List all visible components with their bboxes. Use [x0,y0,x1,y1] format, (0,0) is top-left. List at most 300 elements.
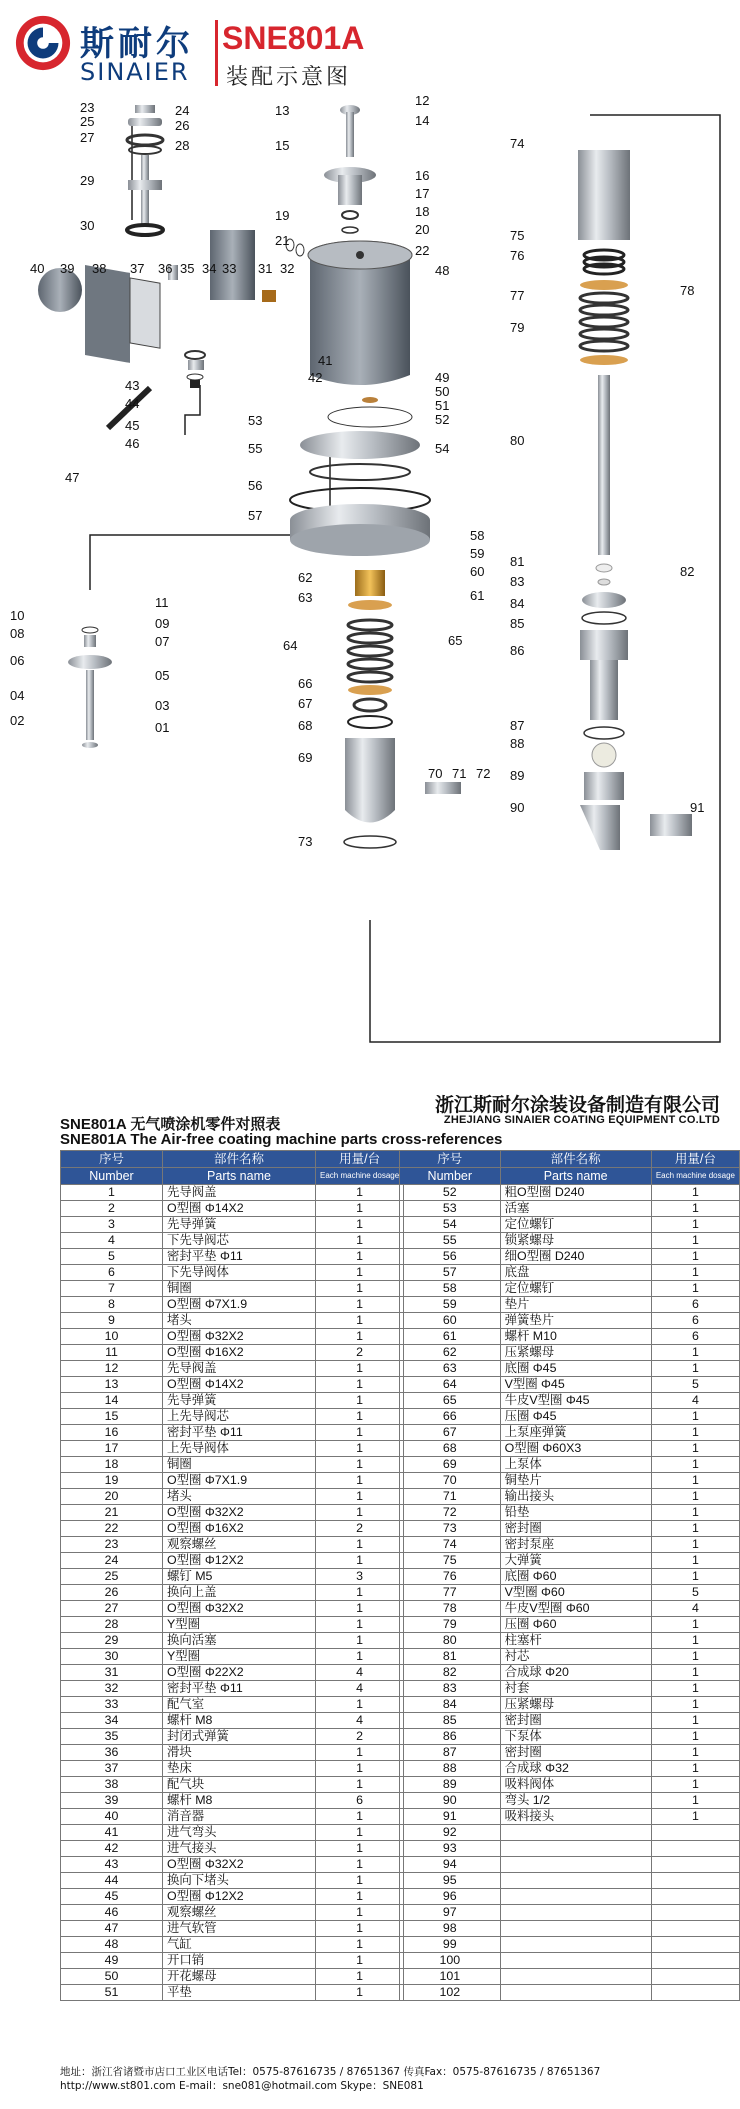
label-13: 13 [275,103,290,118]
label-62: 62 [298,570,313,585]
part-dosage: 1 [316,1601,404,1617]
part-number: 74 [400,1537,501,1553]
part-name: 密封泵座 [500,1537,651,1553]
label-87: 87 [510,718,525,733]
table-row [400,1697,740,1713]
label-29: 29 [80,173,95,188]
part-dosage: 1 [316,1745,404,1761]
table-row [61,1729,404,1745]
label-27: 27 [80,130,95,145]
table-row [400,1313,740,1329]
label-73: 73 [298,834,313,849]
table-title-en: SNE801A The Air-free coating machine parts cross-references [60,1131,503,1148]
part-dosage: 1 [316,1377,404,1393]
part-number: 98 [400,1921,501,1937]
table-row [61,1265,404,1281]
part-name: 定位螺钉 [500,1281,651,1297]
brand-name-en: SINAIER [80,58,190,86]
part-number: 20 [61,1489,163,1505]
table-row [61,1457,404,1473]
part-dosage [651,1889,739,1905]
part-number: 30 [61,1649,163,1665]
table-row [61,1249,404,1265]
part-dosage: 1 [651,1777,739,1793]
part-dosage: 1 [651,1729,739,1745]
part-dosage: 1 [651,1281,739,1297]
label-70: 70 [428,766,443,781]
part-number: 61 [400,1329,501,1345]
table-row [400,1633,740,1649]
label-02: 02 [10,713,25,728]
part-dosage: 1 [316,1249,404,1265]
part-name: 密封圈 [500,1521,651,1537]
table-row [61,1617,404,1633]
table-row [400,1649,740,1665]
part-dosage: 1 [316,1505,404,1521]
part-name: 换向上盖 [163,1585,316,1601]
table-row [400,1281,740,1297]
part-number: 88 [400,1761,501,1777]
part-dosage: 1 [651,1633,739,1649]
part-dosage: 1 [651,1457,739,1473]
table-row [400,1425,740,1441]
label-57: 57 [248,508,263,523]
part-dosage: 1 [316,1425,404,1441]
table-row [61,1777,404,1793]
label-08: 08 [10,626,25,641]
table-row [400,1937,740,1953]
part-dosage: 1 [651,1361,739,1377]
part-name: 上先导阀体 [163,1441,316,1457]
table-row [61,1361,404,1377]
part-number: 85 [400,1713,501,1729]
table-row [61,1409,404,1425]
part-number: 86 [400,1729,501,1745]
part-dosage: 1 [316,1969,404,1985]
part-dosage: 1 [316,1489,404,1505]
table-row [400,1537,740,1553]
label-34: 34 [202,261,217,276]
label-79: 79 [510,320,525,335]
part-number: 92 [400,1825,501,1841]
part-name: 弯头 1/2 [500,1793,651,1809]
table-row [400,1873,740,1889]
part-dosage: 1 [316,1921,404,1937]
part-number: 68 [400,1441,501,1457]
part-name: 下先导阀芯 [163,1233,316,1249]
model-title: SNE801A [222,20,365,56]
part-name: 配气块 [163,1777,316,1793]
label-37: 37 [130,261,145,276]
part-name: 先导阀盖 [163,1361,316,1377]
label-09: 09 [155,616,170,631]
table-row [400,1665,740,1681]
part-number: 81 [400,1649,501,1665]
part-dosage: 1 [316,1697,404,1713]
part-number: 8 [61,1297,163,1313]
table-row [61,1649,404,1665]
part-name: 观察螺丝 [163,1537,316,1553]
part-number: 19 [61,1473,163,1489]
header-number-cn: 序号 [61,1151,163,1168]
table-row [61,1793,404,1809]
table-row [400,1297,740,1313]
label-31: 31 [258,261,273,276]
part-dosage: 1 [316,1985,404,2001]
table-row [61,1697,404,1713]
table-row [61,1441,404,1457]
table-row [400,1889,740,1905]
table-row [61,1585,404,1601]
part-number: 94 [400,1857,501,1873]
label-72: 72 [476,766,491,781]
part-name: 换向活塞 [163,1633,316,1649]
part-dosage: 1 [316,1201,404,1217]
parts-table-left [60,1150,404,2001]
label-12: 12 [415,93,430,108]
table-row [61,1921,404,1937]
label-01: 01 [155,720,170,735]
part-number: 78 [400,1601,501,1617]
table-row [400,1953,740,1969]
part-dosage: 1 [651,1793,739,1809]
part-dosage: 1 [316,1873,404,1889]
table-row [61,1489,404,1505]
part-name [500,1889,651,1905]
part-number: 42 [61,1841,163,1857]
part-name: 压圈 Φ45 [500,1409,651,1425]
piston-group [290,397,430,556]
part-dosage: 1 [316,1329,404,1345]
part-dosage: 1 [651,1505,739,1521]
part-name: 铅垫 [500,1505,651,1521]
table-row [400,1985,740,2001]
part-dosage: 1 [651,1345,739,1361]
label-64: 64 [283,638,298,653]
part-name: 上先导阀芯 [163,1409,316,1425]
part-number: 59 [400,1297,501,1313]
part-name: 底盘 [500,1265,651,1281]
label-65: 65 [448,633,463,648]
part-number: 4 [61,1233,163,1249]
part-name: 吸料阀体 [500,1777,651,1793]
part-name [500,1921,651,1937]
part-dosage: 4 [651,1393,739,1409]
label-39: 39 [60,261,75,276]
table-row [400,1569,740,1585]
part-name: 堵头 [163,1489,316,1505]
table-row [61,1905,404,1921]
table-row [400,1233,740,1249]
part-number: 53 [400,1201,501,1217]
part-dosage: 1 [651,1489,739,1505]
label-03: 03 [155,698,170,713]
label-78: 78 [680,283,695,298]
label-49: 49 [435,370,450,385]
label-63: 63 [298,590,313,605]
table-row [61,1217,404,1233]
label-20: 20 [415,222,430,237]
part-name: 螺杆 M10 [500,1329,651,1345]
label-59: 59 [470,546,485,561]
part-number: 22 [61,1521,163,1537]
part-dosage: 2 [316,1521,404,1537]
part-name: 消音器 [163,1809,316,1825]
part-dosage: 1 [316,1585,404,1601]
part-name: 吸料接头 [500,1809,651,1825]
part-name: O型圈 Φ7X1.9 [163,1473,316,1489]
part-dosage: 3 [316,1569,404,1585]
part-number: 16 [61,1425,163,1441]
part-dosage: 1 [316,1361,404,1377]
part-name: O型圈 Φ12X2 [163,1553,316,1569]
part-name [500,1857,651,1873]
table-row [400,1761,740,1777]
part-name: 配气室 [163,1697,316,1713]
part-number: 44 [61,1873,163,1889]
table-row [61,1969,404,1985]
part-dosage: 1 [316,1553,404,1569]
part-dosage: 1 [651,1233,739,1249]
company-logo-icon [14,14,72,72]
part-number: 43 [61,1857,163,1873]
part-dosage: 1 [651,1553,739,1569]
label-43: 43 [125,378,140,393]
table-row [61,1953,404,1969]
part-name: 粗O型圈 D240 [500,1185,651,1201]
table-row [61,1473,404,1489]
part-number: 25 [61,1569,163,1585]
part-number: 67 [400,1425,501,1441]
part-name: 定位螺钉 [500,1217,651,1233]
part-dosage: 1 [651,1265,739,1281]
table-row [61,1345,404,1361]
part-number: 21 [61,1505,163,1521]
label-55: 55 [248,441,263,456]
header-number-cn: 序号 [400,1151,501,1168]
part-name: 上泵体 [500,1457,651,1473]
part-name: Y型圈 [163,1649,316,1665]
header-dosage-en: Each machine dosage [651,1168,739,1185]
part-number: 58 [400,1281,501,1297]
label-52: 52 [435,412,450,427]
label-15: 15 [275,138,290,153]
label-36: 36 [158,261,173,276]
part-dosage: 1 [316,1409,404,1425]
part-number: 48 [61,1937,163,1953]
part-number: 47 [61,1921,163,1937]
part-dosage [651,1953,739,1969]
part-number: 15 [61,1409,163,1425]
part-dosage: 1 [316,1441,404,1457]
table-row [61,1745,404,1761]
part-name: 牛皮V型圈 Φ60 [500,1601,651,1617]
part-name: 气缸 [163,1937,316,1953]
part-dosage: 5 [651,1585,739,1601]
part-name: 铜垫片 [500,1473,651,1489]
table-row [61,1521,404,1537]
part-number: 73 [400,1521,501,1537]
header-dosage-cn: 用量/台 [316,1151,404,1168]
label-74: 74 [510,136,525,151]
part-number: 24 [61,1553,163,1569]
table-row [61,1537,404,1553]
footer-contact: http://www.st801.com E-mail：sne081@hotmail.com Skype：SNE081 [60,2080,424,2092]
part-dosage: 1 [651,1617,739,1633]
table-row [400,1489,740,1505]
label-22: 22 [415,243,430,258]
label-69: 69 [298,750,313,765]
table-row [400,1905,740,1921]
page-subtitle: 装配示意图 [226,65,352,90]
part-dosage: 1 [651,1185,739,1201]
part-dosage: 1 [651,1425,739,1441]
part-number: 34 [61,1713,163,1729]
part-name: 螺钉 M5 [163,1569,316,1585]
table-row [400,1393,740,1409]
label-76: 76 [510,248,525,263]
part-number: 26 [61,1585,163,1601]
part-number: 36 [61,1745,163,1761]
part-dosage: 1 [651,1697,739,1713]
part-dosage [651,1921,739,1937]
part-dosage: 1 [316,1777,404,1793]
label-44: 44 [125,396,140,411]
part-number: 76 [400,1569,501,1585]
part-name: 封闭式弹簧 [163,1729,316,1745]
table-row [61,1873,404,1889]
part-name: 大弹簧 [500,1553,651,1569]
label-06: 06 [10,653,25,668]
part-dosage: 4 [316,1665,404,1681]
label-26: 26 [175,118,190,133]
part-name [500,1953,651,1969]
label-68: 68 [298,718,313,733]
part-name: 压圈 Φ60 [500,1617,651,1633]
table-row [61,1569,404,1585]
company-name-en: ZHEJIANG SINAIER COATING EQUIPMENT CO.LTD [443,1114,720,1126]
part-number: 64 [400,1377,501,1393]
table-row [400,1825,740,1841]
part-number: 56 [400,1249,501,1265]
part-name: 先导弹簧 [163,1393,316,1409]
table-row [400,1585,740,1601]
lower-reversing-group [108,351,205,428]
part-name: 细O型圈 D240 [500,1249,651,1265]
part-name: 压紧螺母 [500,1345,651,1361]
header-dosage-en: Each machine dosage [316,1168,404,1185]
part-dosage: 4 [316,1713,404,1729]
company-name-cn: 浙江斯耐尔涂装设备制造有限公司 [434,1094,720,1116]
part-name: 柱塞杆 [500,1633,651,1649]
lower-pump-group [344,570,461,848]
label-19: 19 [275,208,290,223]
label-53: 53 [248,413,263,428]
part-number: 83 [400,1681,501,1697]
label-54: 54 [435,441,450,456]
table-row [400,1377,740,1393]
lower-pilot-valve-group [68,627,112,748]
part-name: 下泵体 [500,1729,651,1745]
label-48: 48 [435,263,450,278]
table-row [400,1505,740,1521]
part-number: 45 [61,1889,163,1905]
table-row [61,1377,404,1393]
table-row [61,1201,404,1217]
table-row [61,1841,404,1857]
label-66: 66 [298,676,313,691]
part-name: 衬套 [500,1681,651,1697]
part-name: 密封圈 [500,1713,651,1729]
part-dosage: 1 [651,1649,739,1665]
part-number: 77 [400,1585,501,1601]
table-row [400,1409,740,1425]
part-dosage: 1 [651,1217,739,1233]
table-row [400,1553,740,1569]
table-row [400,1521,740,1537]
header-divider [215,20,218,86]
part-number: 55 [400,1233,501,1249]
part-name: 铜圈 [163,1457,316,1473]
label-71: 71 [452,766,467,781]
part-dosage: 6 [316,1793,404,1809]
part-number: 9 [61,1313,163,1329]
part-name: V型圈 Φ60 [500,1585,651,1601]
part-number: 65 [400,1393,501,1409]
part-name: 输出接头 [500,1489,651,1505]
part-number: 7 [61,1281,163,1297]
part-number: 52 [400,1185,501,1201]
part-name: 先导弹簧 [163,1217,316,1233]
table-row [61,1713,404,1729]
parts-table-right [399,1150,740,2001]
table-row [61,1681,404,1697]
label-21: 21 [275,233,290,248]
header-dosage-cn: 用量/台 [651,1151,739,1168]
part-name: O型圈 Φ32X2 [163,1601,316,1617]
part-number: 79 [400,1617,501,1633]
part-number: 69 [400,1457,501,1473]
part-name: 进气弯头 [163,1825,316,1841]
part-name: 牛皮V型圈 Φ45 [500,1393,651,1409]
part-dosage: 1 [316,1953,404,1969]
part-name: O型圈 Φ16X2 [163,1345,316,1361]
assembly-diagram [0,90,740,1050]
part-number: 63 [400,1361,501,1377]
part-dosage: 1 [651,1473,739,1489]
table-row [400,1857,740,1873]
part-dosage: 1 [651,1201,739,1217]
part-name: 弹簧垫片 [500,1313,651,1329]
part-number: 71 [400,1489,501,1505]
table-row [400,1473,740,1489]
part-name: 密封平垫 Φ11 [163,1681,316,1697]
part-number: 96 [400,1889,501,1905]
part-number: 40 [61,1809,163,1825]
part-number: 11 [61,1345,163,1361]
table-row [400,1457,740,1473]
part-dosage: 1 [651,1809,739,1825]
label-33: 33 [222,261,237,276]
label-42: 42 [308,370,323,385]
part-dosage: 1 [651,1761,739,1777]
part-dosage: 1 [651,1681,739,1697]
table-row [400,1265,740,1281]
header-parts-name-en: Parts name [163,1168,316,1185]
label-46: 46 [125,436,140,451]
part-dosage: 4 [651,1601,739,1617]
part-number: 1 [61,1185,163,1201]
